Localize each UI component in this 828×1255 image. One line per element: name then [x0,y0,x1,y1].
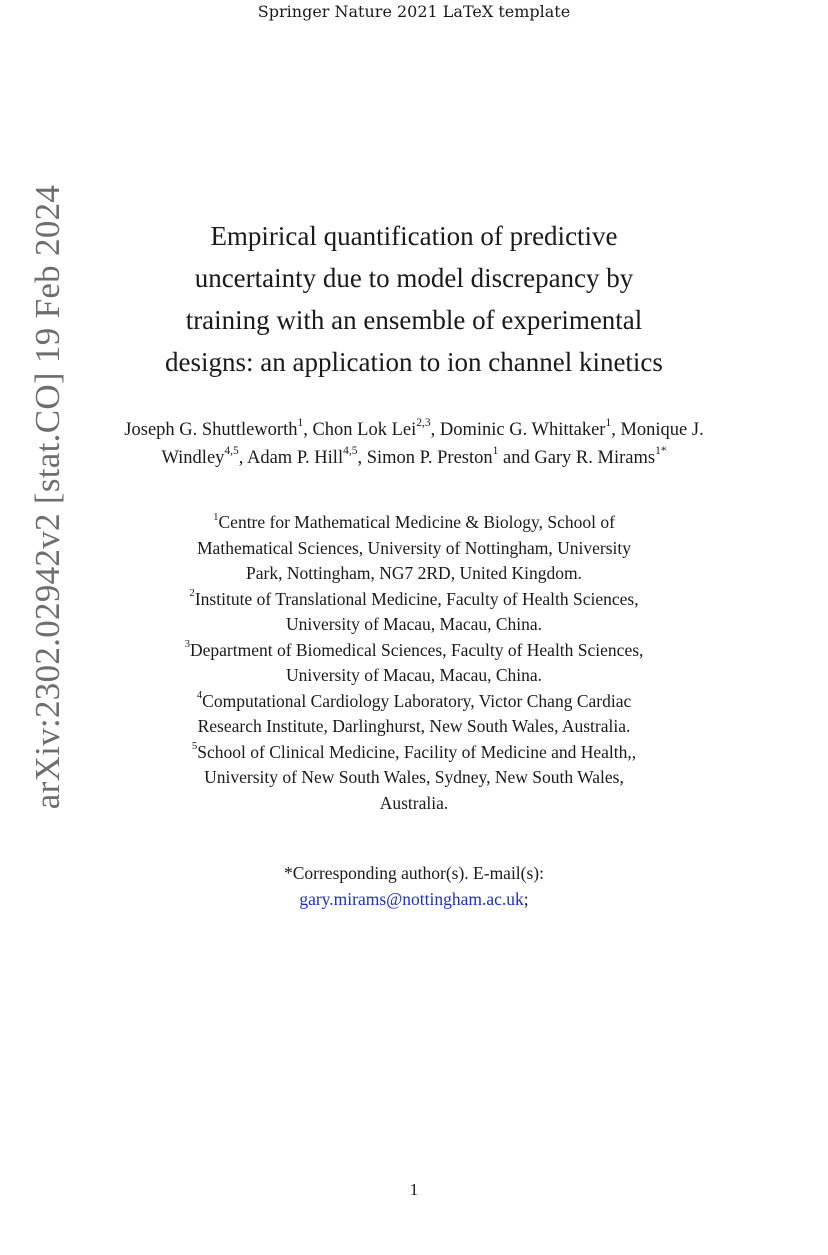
author-name: Monique J. Windley [161,420,704,468]
affiliation-line [100,638,728,664]
email-link[interactable]: gary.mirams@nottingham.ac.uk [299,889,524,909]
affiliation [100,638,728,689]
author-name: Gary R. Mirams [534,448,656,468]
affiliation-line: Australia. [379,792,449,813]
author-affil-marker: 2,3 [416,417,431,430]
author-affil-marker: 1 [605,417,612,430]
author-separator: and [498,448,535,468]
title-line: designs: an application to ion channel kinetics [165,347,663,377]
corresponding-label: *Corresponding author(s). E-mail(s): [283,863,544,883]
affiliation-line [100,689,728,715]
affiliation-line: University of New South Wales, Sydney, New South Wales, [204,767,624,787]
author-name: Adam P. Hill [246,448,344,468]
affiliation-number: 3 [184,638,190,651]
affiliation-text: Institute of Translational Medicine, Faculty of Health Sciences, [194,588,639,609]
affiliation [100,689,728,740]
author-affil-marker: 1* [655,445,667,458]
arxiv-stamp-text: arXiv:2302.02942v2 [stat.CO] 19 Feb 2024 [28,184,67,810]
paper-title [90,215,738,383]
title-line: Empirical quantification of predictive [210,221,618,251]
affiliation-text: Department of Biomedical Sciences, Faculty of Health Sciences, [190,639,644,660]
author-name: Dominic G. Whittaker [439,420,606,440]
author-affil-marker: 4,5 [343,445,358,458]
title-line: uncertainty due to model discrepancy by [194,263,634,293]
affiliation-list [100,510,728,816]
running-head-text: Springer Nature 2021 LaTeX template [257,2,571,21]
affiliation-number: 2 [189,587,195,600]
affiliation-line [100,510,728,536]
author-separator: , [430,420,440,440]
author-list [100,416,728,472]
corresponding-email-row [100,886,728,912]
affiliation [100,510,728,587]
affiliation-text: Computational Cardiology Laboratory, Victor Chang Cardiac [202,690,632,711]
affiliation-number: 5 [191,740,198,753]
affiliation-line [100,740,728,766]
author-affil-marker: 4,5 [224,445,239,458]
affiliation-line: Park, Nottingham, NG7 2RD, United Kingdom. [246,563,582,583]
author-affil-marker: 1 [297,417,304,430]
author-separator: , [238,448,247,468]
page-number: 1 [409,1180,419,1199]
author-name: Chon Lok Lei [312,420,417,440]
affiliation-line [100,587,728,613]
affiliation-number: 4 [196,689,203,702]
author-affil-marker: 1 [492,445,499,458]
affiliation-line: University of Macau, Macau, China. [285,665,543,685]
affiliation-number: 1 [213,510,219,523]
corresponding-author [100,860,728,912]
email-suffix: ; [523,889,529,909]
affiliation-text: School of Clinical Medicine, Facility of Medicine and Health,, [197,741,637,762]
author-separator: , [357,448,367,468]
author-name: Joseph G. Shuttleworth [124,420,298,440]
affiliation-line: Mathematical Sciences, University of Nottingham, University [197,537,631,558]
author-separator: , [611,420,621,440]
affiliation [100,740,728,817]
author-separator: , [303,420,313,440]
affiliation [100,587,728,638]
affiliation-line: Research Institute, Darlinghurst, New South Wales, Australia. [197,716,631,736]
affiliation-text: Centre for Mathematical Medicine & Biology, School of [218,512,615,532]
arxiv-stamp [28,185,68,809]
running-head [0,2,828,22]
title-line: training with an ensemble of experimental [185,305,643,335]
affiliation-line: University of Macau, Macau, China. [285,614,543,634]
author-name: Simon P. Preston [366,448,493,468]
